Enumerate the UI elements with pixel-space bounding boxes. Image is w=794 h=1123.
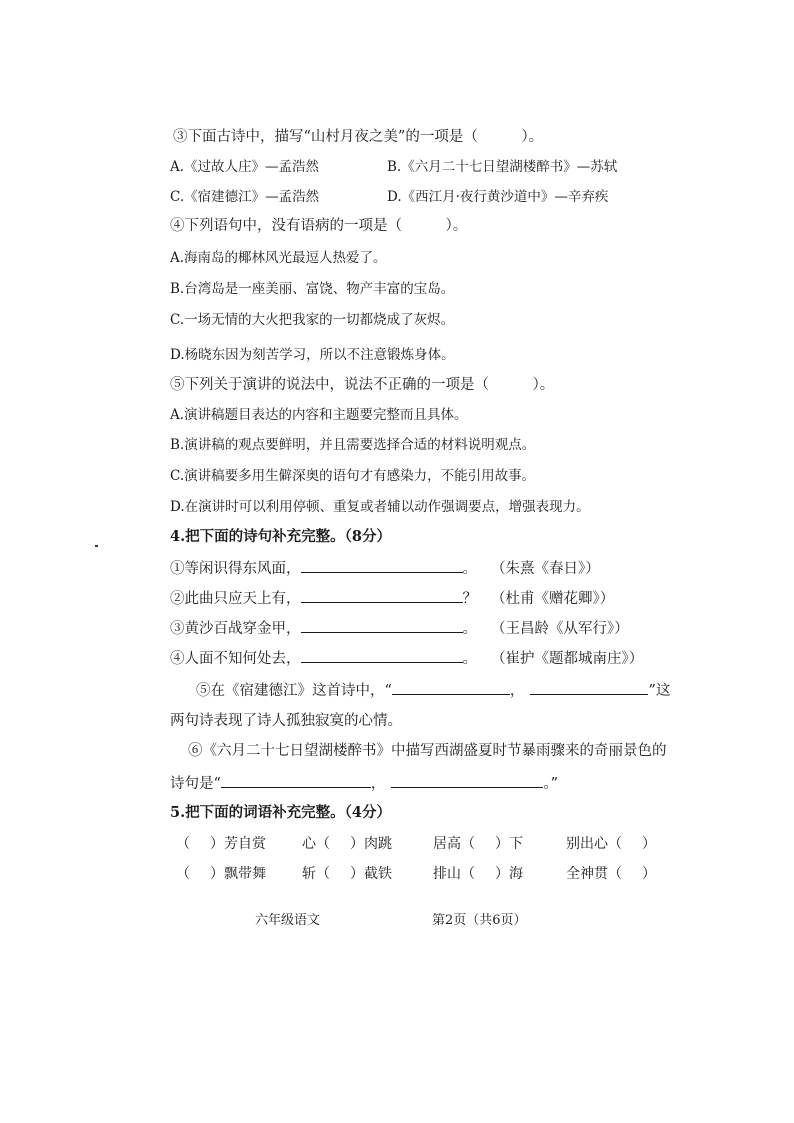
idiom-item — [176, 864, 266, 884]
q3-option-a: A.《过故人庄》—孟浩然 — [170, 159, 320, 175]
poem-item-6-mid: ， — [370, 776, 386, 792]
q3-option-b: B.《六月二十七日望湖楼醉书》—苏轼 — [387, 159, 618, 175]
idiom-part: 居高（ — [433, 836, 475, 852]
idiom-part: ）截铁 — [350, 866, 392, 882]
poem-item-5-mid: ， — [509, 683, 525, 699]
idiom-part: ）肉跳 — [350, 836, 392, 852]
poem-item-1-prefix: ①等闲识得东风面， — [170, 561, 301, 577]
idiom-part: ）飘带舞 — [210, 866, 266, 882]
answer-blank[interactable] — [391, 773, 543, 788]
poem-item-3 — [170, 618, 629, 639]
idiom-item — [302, 864, 392, 884]
q5-option-d: D.在演讲时可以利用停顿、重复或者辅以动作强调要点，增强表现力。 — [170, 499, 590, 515]
answer-blank[interactable] — [392, 680, 510, 695]
q4-option-c: C.一场无情的大火把我家的一切都烧成了灰烬。 — [170, 312, 455, 328]
idiom-part: 全神贯（ — [566, 866, 622, 882]
q4-option-a: A.海南岛的椰林风光最逗人热爱了。 — [170, 250, 387, 266]
poem-item-5-line2: 两句诗表现了诗人孤独寂寞的心情。 — [170, 713, 402, 729]
idiom-part: ）海 — [495, 866, 523, 882]
idiom-item — [433, 834, 523, 854]
q4-option-b: B.台湾岛是一座美丽、富饶、物产丰富的宝岛。 — [170, 281, 455, 297]
q5-stem: ⑤下列关于演讲的说法中，说法不正确的一项是（ ）。 — [170, 377, 555, 393]
poem-item-2-end: ？ — [462, 591, 477, 607]
poem-item-3-source: （王昌龄《从军行》） — [491, 621, 629, 637]
idiom-item — [566, 834, 656, 854]
poem-item-3-end: 。 — [462, 621, 477, 637]
poem-item-2-prefix: ②此曲只应天上有， — [170, 591, 301, 607]
poem-item-3-prefix: ③黄沙百战穿金甲， — [170, 621, 301, 637]
answer-blank[interactable] — [530, 680, 648, 695]
idiom-item — [566, 864, 656, 884]
poem-item-6-prefix: 诗句是“ — [170, 776, 221, 792]
idiom-part: ）下 — [495, 836, 523, 852]
idiom-part: 别出心（ — [566, 836, 622, 852]
poem-item-6-line1: ⑥《六月二十七日望湖楼醉书》中描写西湖盛夏时节暴雨骤来的奇丽景色的 — [188, 743, 667, 759]
idiom-part: （ — [176, 836, 190, 852]
idiom-item — [433, 864, 523, 884]
poem-item-6-end: 。” — [543, 776, 559, 792]
idiom-part: 心（ — [302, 836, 330, 852]
section4-title: 4.把下面的诗句补充完整。（8分） — [170, 528, 391, 545]
q3-stem: ③下面古诗中，描写“山村月夜之美”的一项是（ ）。 — [173, 129, 544, 145]
q4-stem: ④下列语句中，没有语病的一项是（ ）。 — [170, 218, 468, 234]
section5-title: 5.把下面的词语补充完整。（4分） — [170, 804, 391, 821]
q3-option-d: D.《西江月·夜行黄沙道中》—辛弃疾 — [387, 189, 609, 205]
idiom-part: （ — [176, 866, 190, 882]
answer-blank[interactable] — [301, 648, 463, 663]
q5-option-b: B.演讲稿的观点要鲜明，并且需要选择合适的材料说明观点。 — [170, 437, 536, 453]
poem-item-4-end: 。 — [462, 651, 477, 667]
idiom-part: ） — [642, 836, 656, 852]
answer-blank[interactable] — [221, 773, 371, 788]
poem-item-5-prefix: ⑤在《宿建德江》这首诗中，“ — [196, 683, 392, 699]
idiom-part: ） — [642, 866, 656, 882]
footer-subject: 六年级语文 — [255, 913, 321, 928]
q3-option-c: C.《宿建德江》—孟浩然 — [170, 189, 320, 205]
q5-option-a: A.演讲稿题目表达的内容和主题要完整而且具体。 — [170, 407, 468, 423]
poem-item-1-end: 。 — [462, 561, 477, 577]
q5-option-c: C.演讲稿要多用生僻深奥的语句才有感染力，不能引用故事。 — [170, 468, 536, 484]
scan-speck — [95, 545, 98, 547]
poem-item-4-prefix: ④人面不知何处去， — [170, 651, 301, 667]
q4-option-d: D.杨晓东因为刻苦学习，所以不注意锻炼身体。 — [170, 347, 455, 363]
poem-item-5-end: ”这 — [648, 683, 671, 699]
answer-blank[interactable] — [301, 588, 463, 603]
answer-blank[interactable] — [301, 558, 463, 573]
idiom-item — [302, 834, 392, 854]
footer-page-number: 第2页（共6页） — [432, 913, 527, 928]
idiom-item — [176, 834, 266, 854]
poem-item-2-source: （杜甫《赠花卿》） — [491, 591, 615, 607]
poem-item-6-line2 — [170, 773, 558, 794]
idiom-part: 排山（ — [433, 866, 475, 882]
poem-item-4 — [170, 648, 643, 669]
answer-blank[interactable] — [301, 618, 463, 633]
idiom-part: 斩（ — [302, 866, 330, 882]
poem-item-1 — [170, 558, 600, 579]
poem-item-2 — [170, 588, 614, 609]
idiom-part: ）芳自赏 — [210, 836, 266, 852]
poem-item-1-source: （朱熹《春日》） — [491, 561, 600, 577]
poem-item-5 — [196, 680, 670, 701]
poem-item-4-source: （崔护《题都城南庄》） — [491, 651, 644, 667]
